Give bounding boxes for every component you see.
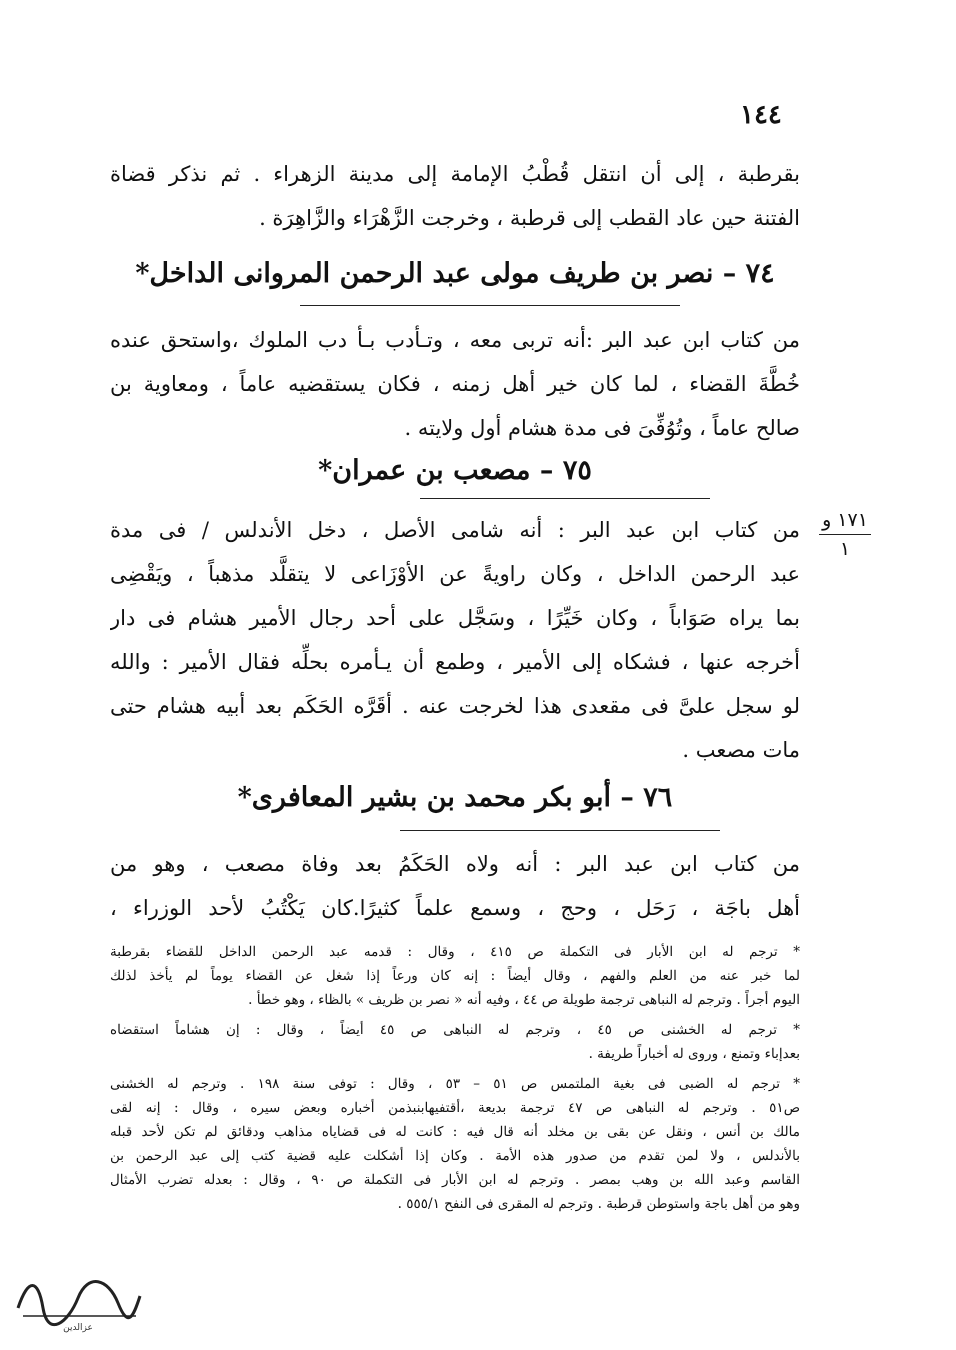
entry-body-75 — [110, 508, 800, 772]
body-line: لو سجل علىَّ فى مقعدى هذا لخرجت عنه . أقَرَّه الحَكَم بعد أبيه هشام حتى — [110, 694, 800, 718]
entry-body-74 — [110, 318, 800, 450]
body-line: مات مصعب . — [682, 738, 800, 762]
page-number: ١٤٤ — [740, 100, 782, 130]
intro-line: بقرطبة ، إلى أن انتقل قُطْبُ الإمامة إلى مدينة الزهراء . ثم نذكر قضاة — [110, 162, 800, 186]
footnote-line: لما خبر عنه من العلم والفهم ، وقال أيضاً : إنه كان ورعاً إذا شغل عن القضاء يوماً لم يأخذ لذلك — [110, 968, 800, 984]
footnote-line: بالأندلس ، ولا لمن تقدم من صدور هذه الأمة . وكان إذا أشكلت عليه قضية كتب إلى عبد الرحمن بن — [110, 1148, 800, 1164]
intro-paragraph — [110, 152, 800, 240]
footnote-line: اليوم أجراً . وترجم له النباهى ترجمة طويلة ص ٤٤ ، وفيه أنه « نصر بن ظريف » بالظاء ، وهو خطأ . — [248, 992, 800, 1008]
footnote-75 — [110, 1018, 800, 1066]
body-line: أهل باجَة ، رَحَل ، وحج ، وسمع علماً كثيرًا.كان يَكْتُبُ لأحد الوزراء ، — [110, 896, 800, 920]
folio-sub: ١ — [839, 538, 851, 560]
watermark-caption: عزالدين — [63, 1323, 93, 1333]
entry-body-76 — [110, 842, 800, 930]
folio-rule — [819, 534, 871, 535]
footnote-line: وهو من أهل باجة واستوطن قرطبة . وترجم له المقرى فى النفح ٥٥٥/١ . — [397, 1196, 800, 1212]
footnote-line: * ترجم له ابن الأبار فى التكملة ص ٤١٥ ، وقال : قدمه عبد الرحمن الداخل للقضاء بقرطبة — [110, 944, 800, 960]
body-line: خُطَّةَ القضاء ، لما كان خير أهل زمنه ، فكان يستقضيه عاماً ، ومعاوية بن — [110, 372, 800, 396]
footnote-line: * ترجم له الخشنى ص ٤٥ ، وترجم له النباهى ص ٤٥ أيضاً ، وقال : إن هشاماً استقضاه — [110, 1022, 800, 1038]
footnotes — [110, 940, 800, 1216]
heading-rule — [400, 830, 720, 831]
entry-heading-74: ٧٤ – نصر بن طريف مولى عبد الرحمن المروانى الداخل* — [135, 258, 775, 289]
footnote-line: * ترجم له الضبى فى بغية الملتمس ص ٥١ – ٥٣ ، وقال : توفى سنة ١٩٨ . وترجم له الخشنى — [110, 1076, 800, 1092]
footnote-line: مالك بن أنس ، ونقل عن بقى بن مخلد أنه قال فيه : كانت له فى قضاياه مذاهب ودقائق لم تكن لأحد قبله — [110, 1124, 800, 1140]
entry-heading-75: ٧٥ – مصعب بن عمران* — [318, 455, 592, 486]
folio-number: ١٧١ و — [822, 509, 868, 531]
footnote-line: القاسم وعبد الله بن وهب بمصر . وترجم له ابن الأبار فى التكملة ص ٩٠ ، وقال : بعدله تضرب الأمثال — [110, 1172, 800, 1188]
footnote-76 — [110, 1072, 800, 1216]
watermark-calligraphy-icon — [8, 1268, 148, 1334]
entry-heading-76: ٧٦ – أبو بكر محمد بن بشير المعافرى* — [237, 782, 673, 813]
footnote-74 — [110, 940, 800, 1012]
heading-rule — [300, 305, 680, 306]
footnote-line: بعدإباء وتمنع ، وروى له أخباراً طريفة . — [588, 1046, 800, 1062]
body-line: عبد الرحمن الداخل ، وكان راويةً عن الأوْزَاعى لا يتقلَّد مذهباً ، ويَقْضِى — [110, 562, 800, 586]
body-line: صالح عاماً ، وتُوُفِّىَ فى مدة هشام أول ولايته . — [404, 416, 800, 440]
margin-folio-note — [815, 508, 875, 561]
heading-rule — [420, 498, 710, 499]
body-line: بما يراه صَوَاباً ، وكان خَيِّرًا ، وسَجَّل على أحد رجال الأمير هشام فى دار — [110, 606, 800, 630]
body-line: من كتاب ابن عبد البر : أنه ولاه الحَكَمُ بعد وفاة مصعب ، وهو من — [110, 852, 800, 876]
body-line: أخرجه عنها ، فشكاه إلى الأمير ، وطمع أن يـأمره بحلِّه فقال الأمير : والله — [110, 650, 800, 674]
body-line: من كتاب ابن عبد البر :أنه تربى معه ، وتـأدب بـأ دب الملوك ،واستحق عنده — [110, 328, 800, 352]
watermark-logo — [8, 1268, 148, 1334]
intro-line: الفتنة حين عاد القطب إلى قرطبة ، وخرجت الزَّهْرَاء والزَّاهِرَة . — [259, 206, 800, 230]
footnote-line: ص٥١ . وترجم له النباهى ص ٤٧ ترجمة بديعة ،أقتفيهابنبذمن أخباره وبعض سيره ، وقال : إنه لقى — [110, 1100, 800, 1116]
body-line: من كتاب ابن عبد البر : أنه شامى الأصل ، دخل الأندلس / فى مدة — [110, 518, 800, 542]
